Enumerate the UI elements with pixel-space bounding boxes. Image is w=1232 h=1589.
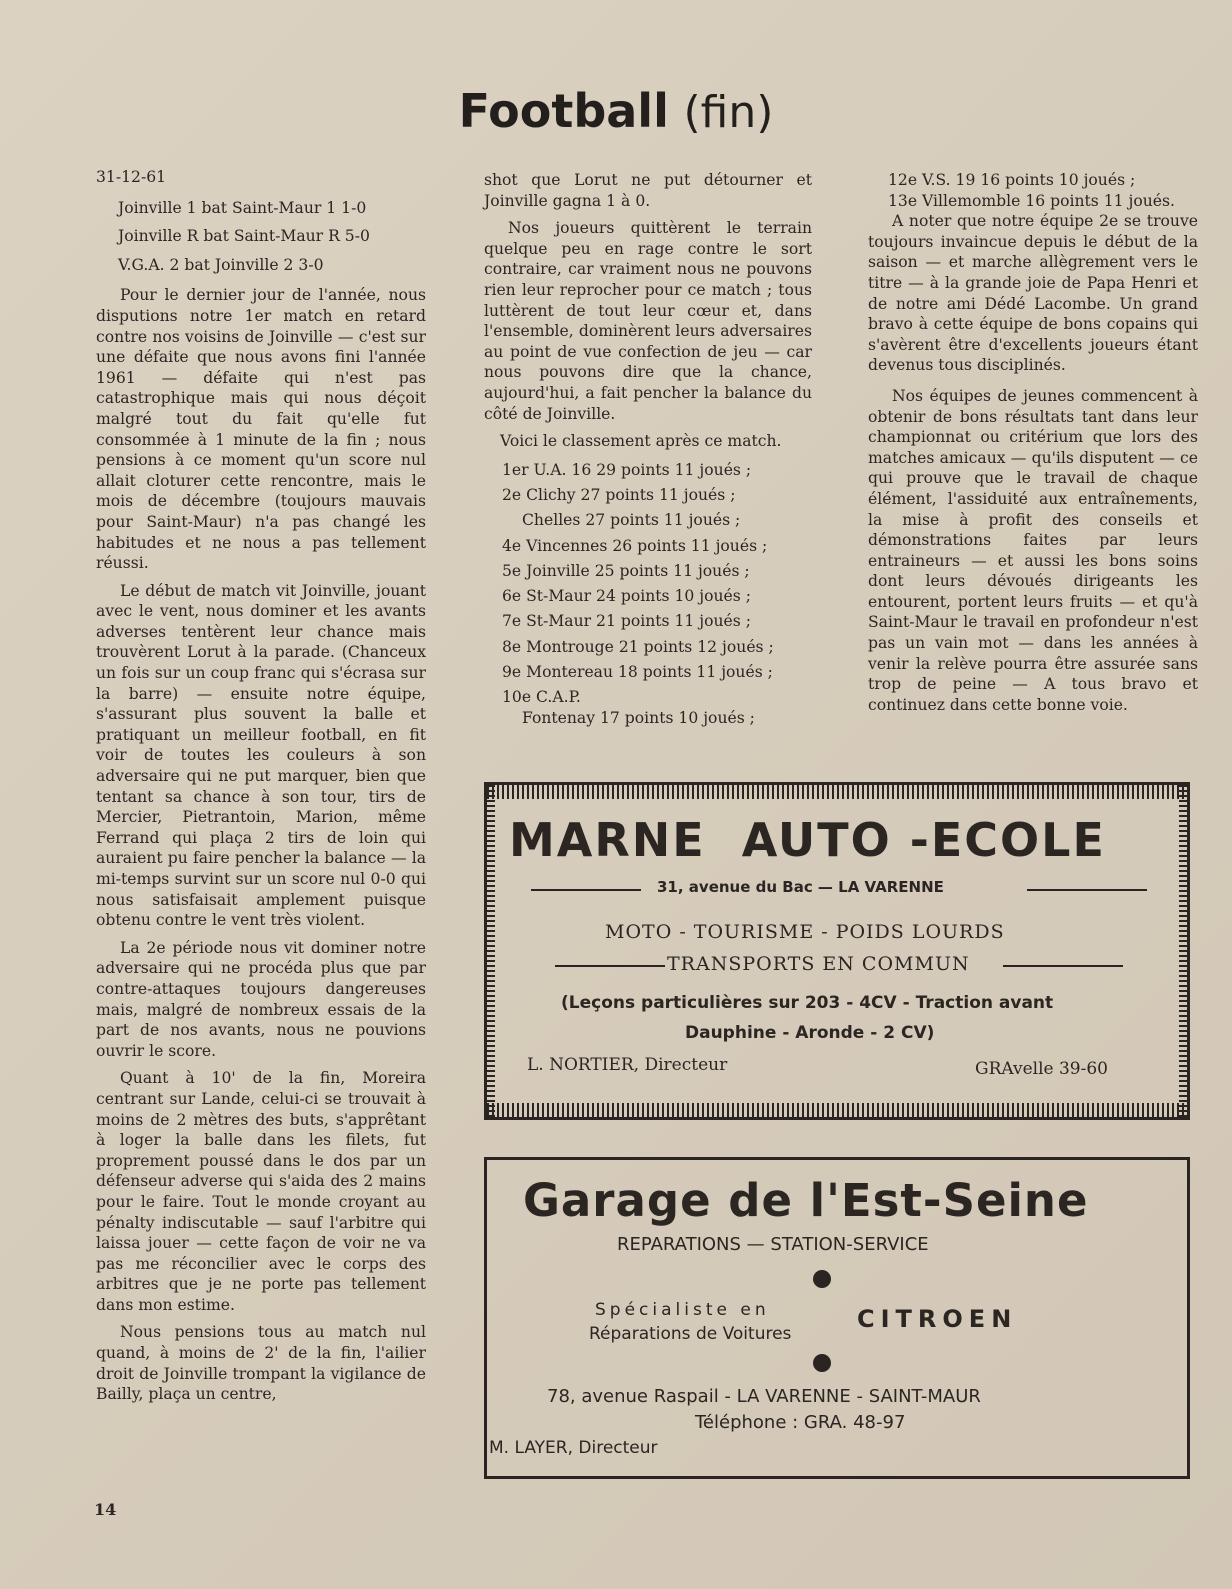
ad2-phone: Téléphone : GRA. 48-97: [695, 1412, 906, 1433]
title-suffix: (fin): [683, 87, 774, 138]
result-item: V.G.A. 2 bat Joinville 2 3-0: [118, 255, 324, 274]
standing-item: Fontenay 17 points 10 joués ;: [522, 708, 755, 727]
standing-item: Chelles 27 points 11 joués ;: [522, 511, 741, 530]
ad1-line4: Dauphine - Aronde - 2 CV): [685, 1023, 935, 1043]
ad1-phone: GRAvelle 39-60: [975, 1059, 1108, 1079]
standings-list-continued: [868, 170, 1198, 211]
standing-item: 2e Clichy 27 points 11 joués ;: [502, 486, 736, 504]
standings-intro: Voici le classement après ce match.: [500, 432, 782, 451]
column-2: [484, 170, 812, 733]
standing-item: 9e Montereau 18 points 11 joués ;: [502, 662, 773, 681]
ad1-line1: MOTO - TOURISME - POIDS LOURDS: [605, 921, 1005, 943]
page-title: [0, 84, 1232, 138]
standings-list: [484, 460, 812, 729]
ad2-brand: CITROEN: [857, 1305, 1018, 1333]
result-item: Joinville 1 bat Saint-Maur 1 1-0: [118, 198, 367, 217]
bullet-dot: [813, 1354, 831, 1372]
standing-item: 12e V.S. 19 16 points 10 joués ;: [888, 171, 1136, 189]
paragraph: A noter que notre équipe 2e se trouve toujours invaincue depuis le début de la saison — et marche allègrement vers le titre — à la grande joie de Papa Henri et de notre ami Dédé Lacombe. Un grand bravo à cette équipe de bons copains qui s'avèrent être d'excellents joueurs étant devenus tous disciplinés.: [868, 212, 1198, 375]
standing-item: 4e Vincennes 26 points 11 joués ;: [502, 536, 768, 555]
ad1-name: MARNE AUTO -ECOLE: [509, 813, 1106, 867]
paragraph: Nos équipes de jeunes commencent à obtenir de bons résultats tant dans leur championnat ou critérium que lors des matches amicaux — qu'ils disputent — ce qui prouve que le travail de chaque élément, l'assiduité aux entraînements, la mise à profit des conseils et démonstrations faites par leurs entraineurs — et aussi les bons soins dont leurs dévoués dirigeants les entourent, portent leurs fruits — et qu'à Saint-Maur le travail en profondeur n'est pas un vain mot — dans les années à venir la relève pourra être assurée sans trop de peine — A tous bravo et continuez dans cette bonne voie.: [868, 386, 1198, 714]
column-1: [96, 167, 426, 1412]
standing-item: 5e Joinville 25 points 11 joués ;: [502, 561, 750, 580]
standing-item: 10e C.A.P.: [502, 688, 581, 707]
ad2-spec2: Réparations de Voitures: [589, 1324, 792, 1344]
ad2-name: Garage de l'Est-Seine: [523, 1174, 1089, 1227]
standing-item: 13e Villemomble 16 points 11 joués.: [888, 191, 1175, 210]
paragraph: Nos joueurs quittèrent le terrain quelque peu en rage contre le sort contraire, car vraiment nous ne pouvons rien leur reprocher pour ce match ; tous luttèrent de tout leur cœur et, dans l'ensemble, dominèrent leurs adversaires au point de vue confection de jeu — car nous pouvons dire que la chance, aujourd'hui, a fait pencher la balance du côté de Joinville.: [484, 219, 812, 423]
ad2-spec1: Spécialiste en: [595, 1300, 770, 1320]
ad-marne-auto-ecole: [484, 782, 1190, 1120]
bullet-dot: [813, 1270, 831, 1288]
ad1-address: 31, avenue du Bac — LA VARENNE: [657, 878, 944, 896]
standing-item: 1er U.A. 16 29 points 11 joués ;: [502, 460, 752, 479]
ad2-address: 78, avenue Raspail - LA VARENNE - SAINT-MAUR: [547, 1386, 981, 1407]
standing-item: 7e St-Maur 21 points 11 joués ;: [502, 612, 751, 631]
result-item: Joinville R bat Saint-Maur R 5-0: [118, 227, 370, 246]
paragraph: La 2e période nous vit dominer notre adversaire qui ne procéda plus que par contre-attaques toujours dangereuses mais, malgré de nombreux essais de la part de nos avants, nous ne pouvions ouvrir le score.: [96, 938, 426, 1060]
ad-garage-est-seine: [484, 1157, 1190, 1479]
ad2-director: M. LAYER, Directeur: [489, 1438, 658, 1458]
ad1-line2: TRANSPORTS EN COMMUN: [667, 953, 970, 975]
paragraph: Nous pensions tous au match nul quand, à moins de 2' de la fin, l'ailier droit de Joinville trompant la vigilance de Bailly, plaça un centre,: [96, 1323, 426, 1404]
ad1-line3: (Leçons particulières sur 203 - 4CV - Traction avant: [561, 993, 1054, 1013]
match-date: 31-12-61: [96, 168, 167, 186]
standing-item: 6e St-Maur 24 points 10 joués ;: [502, 587, 751, 606]
standing-item: 8e Montrouge 21 points 12 joués ;: [502, 637, 774, 656]
paragraph: shot que Lorut ne put détourner et Joinville gagna 1 à 0.: [484, 171, 812, 210]
paragraph: Quant à 10' de la fin, Moreira centrant sur Lande, celui-ci se trouvait à moins de 2 mètres des buts, s'apprêtant à loger la balle dans les filets, fut proprement poussé dans le dos par un défenseur adverse qui s'aida des 2 mains pour le faire. Tout le monde croyant au pénalty indiscutable — sauf l'arbitre qui laissa jouer — cette façon de voir ne va pas me réconcilier avec le corps des arbitres que je ne porte pas tellement dans mon estime.: [96, 1069, 426, 1314]
results-list: [96, 198, 426, 276]
column-3: [868, 170, 1198, 722]
ad1-director: L. NORTIER, Directeur: [527, 1055, 728, 1075]
paragraph: Pour le dernier jour de l'année, nous disputions notre 1er match en retard contre nos voisins de Joinville — c'est sur une défaite que nous avons fini l'année 1961 — défaite qui n'est pas catastrophique mais qui nous déçoit malgré tout du fait qu'elle fut consommée à 1 minute de la fin ; nous pensions à ce moment qu'un score nul allait cloturer cette rencontre, mais le mois de décembre (toujours mauvais pour Saint-Maur) n'a pas changé les habitudes et ne nous a pas tellement réussi.: [96, 286, 426, 573]
paragraph: Le début de match vit Joinville, jouant avec le vent, nous dominer et les avants adverses tentèrent leur chance mais trouvèrent Lorut à la parade. (Chanceux un fois sur un coup franc qui s'écrasa sur la barre) — ensuite notre équipe, s'assurant plus souvent la balle et pratiquant un meilleur football, en fit voir de toutes les couleurs à son adversaire qui ne put marquer, bien que tentant sa chance à son tour, tirs de Mercier, Pietrantoin, Marion, même Ferrand qui plaça 2 tirs de loin qui auraient pu faire pencher la balance — la mi-temps survint sur un score nul 0-0 qui nous satisfaisait amplement puisque obtenu contre le vent très violent.: [96, 581, 426, 930]
ad2-services: REPARATIONS — STATION-SERVICE: [617, 1234, 929, 1255]
page-number: 14: [94, 1500, 117, 1519]
title-main: Football: [458, 84, 669, 138]
